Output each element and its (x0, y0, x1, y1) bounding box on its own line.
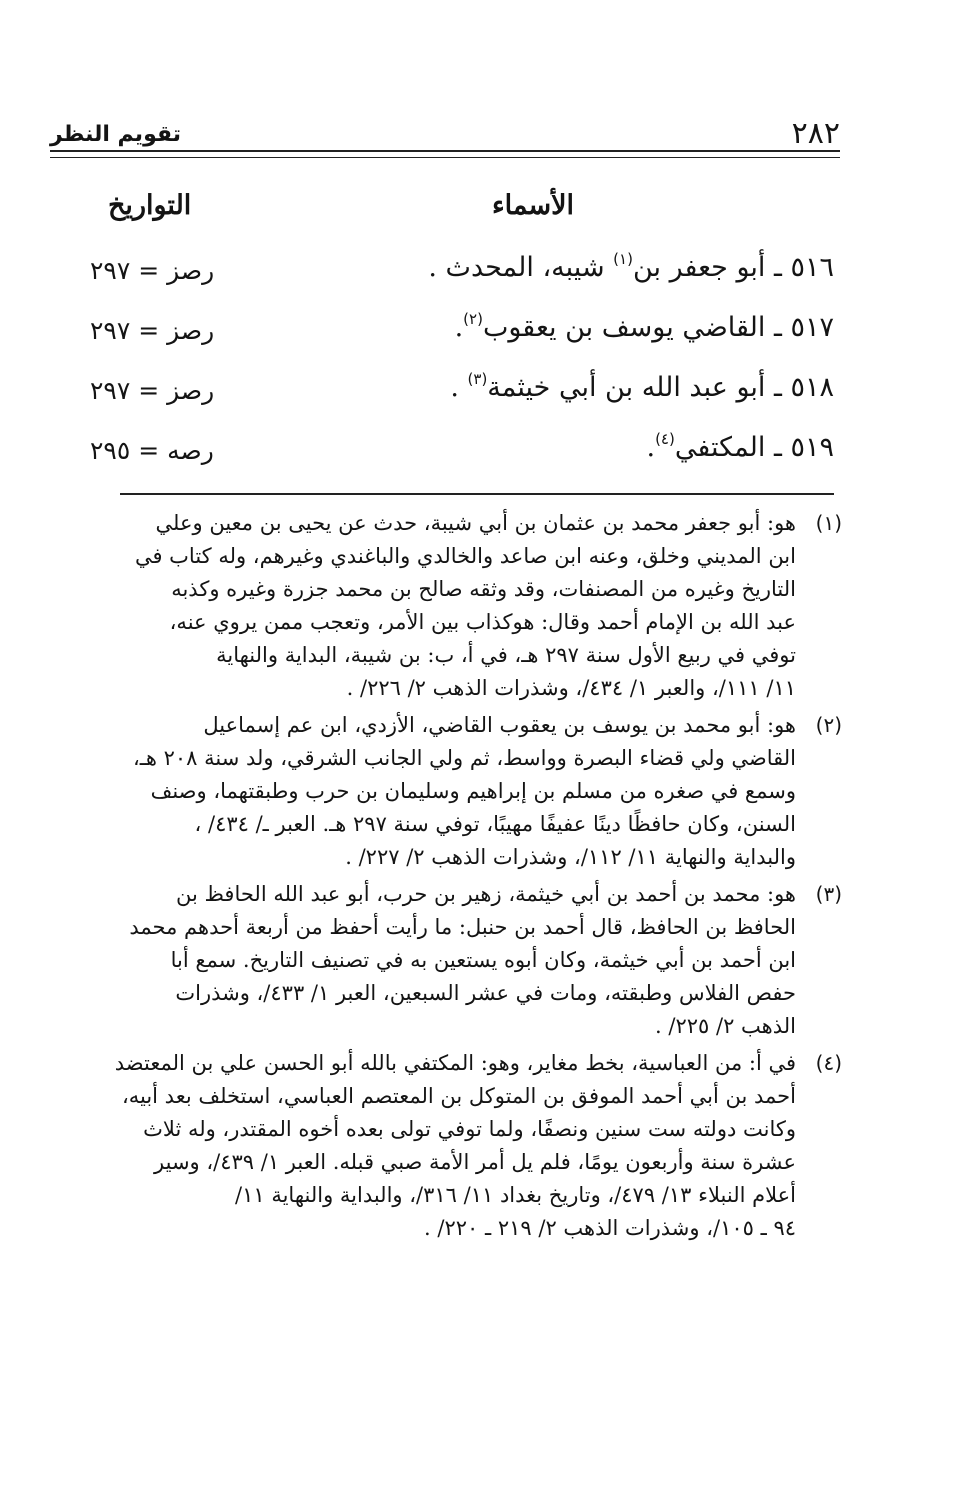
entry-name: القاضي يوسف بن يعقوب (482, 312, 766, 343)
footnote-line: وسمع في صغره من مسلم بن إبراهيم وسليمان بن حرب وطبقتهما، وصنف (150, 779, 796, 803)
entry-date: رصز = ٢٩٧ (90, 376, 215, 405)
footnote-line: وكانت دولته ست سنين ونصفًا، ولما توفي تولى بعده أخوه المقتدر، وله ثلاث (143, 1117, 796, 1141)
footnotes (104, 507, 842, 1249)
footnote-line: القاضي ولي قضاء البصرة وواسط، ثم ولي الجانب الشرقي، ولد سنة ٢٠٨ هـ، (132, 746, 796, 770)
entry-text: ٥١٧ ـ القاضي يوسف بن يعقوب$^{(٢)}$. (454, 310, 834, 343)
footnote-ref: (٣) (467, 370, 488, 388)
footnote-line: هو: محمد بن أحمد بن أبي خيثمة، زهير بن حرب، أبو عبد الله الحافظ بن (175, 882, 796, 906)
page-header (50, 110, 840, 150)
entry-date: رصه = ٢٩٥ (90, 436, 214, 465)
entry-row (90, 370, 834, 430)
footnote-label: (١) (815, 511, 842, 535)
entry-date: رصز = ٢٩٧ (90, 316, 215, 345)
entry-text: ٥١٨ ـ أبو عبد الله بن أبي خيثمة$^{(٣)}$ . (450, 370, 834, 403)
footnote-line: التاريخ وغيره من المصنفات، وقد وثقه صالح بن محمد جزرة وغيره وكذبه (171, 577, 796, 601)
footnote-line: في أ: من العباسية، بخط مغاير، وهو: المكتفي بالله أبو الحسن علي بن المعتضد (114, 1051, 796, 1075)
footnote-ref: (٢) (463, 310, 483, 328)
entry-suffix: . (450, 372, 468, 403)
footnote-line: السنن، وكان حافظًا دينًا عفيفًا مهيبًا، توفي سنة ٢٩٧ هـ. العبر ـ/ ٤٣٤/ ، (194, 812, 796, 836)
entry-suffix: . (454, 312, 464, 343)
footnote-line: توفي في ربيع الأول سنة ٢٩٧ هـ، في أ، ب: بن شيبة، البداية والنهاية (216, 643, 796, 667)
dates-column-heading: التواريخ (108, 190, 192, 221)
footnote-separator (120, 493, 834, 495)
footnote-ref: (٤) (655, 430, 675, 448)
entry-date: رصز = ٢٩٧ (90, 256, 215, 285)
entry-number: ٥١٩ (790, 432, 834, 463)
footnote-line: ٩٤ ـ ١٠٥/، وشذرات الذهب ٢/ ٢١٩ ـ ٢٢٠/ . (424, 1216, 796, 1240)
entry-name: أبو عبد الله بن أبي خيثمة (487, 372, 766, 403)
footnote-line: هو: أبو جعفر محمد بن عثمان بن أبي شيبة، حدث عن يحيى بن معين وعلي (155, 511, 796, 535)
entry-number: ٥١٧ (790, 312, 834, 343)
entry-row (90, 310, 834, 370)
header-rule (50, 150, 840, 158)
entry-row (90, 250, 834, 310)
footnote-1 (104, 507, 842, 705)
entry-text: ٥١٦ ـ أبو جعفر بن$^{(١)}$ شيبه، المحدث . (428, 250, 834, 283)
book-title: تقويم النظر (50, 122, 181, 147)
footnote-line: عبد الله بن الإمام أحمد وقال: هوكذاب بين الأمر، وتعجب ممن يروي عنه، (169, 610, 796, 634)
footnote-line: والبداية والنهاية ١١/ ١١٢/، وشذرات الذهب ٢/ ٢٢٧/ . (345, 845, 796, 869)
footnote-2 (104, 709, 842, 874)
footnote-line: أحمد بن أبي أحمد الموفق بن المتوكل بن المعتصم العباسي، استخلف بعد أبيه، (121, 1084, 796, 1108)
entry-number: ٥١٨ (790, 372, 834, 403)
entry-suffix: . (646, 432, 656, 463)
footnote-label: (٢) (815, 713, 842, 737)
footnote-line: هو: أبو محمد بن يوسف بن يعقوب القاضي، الأزدي، ابن عم إسماعيل (203, 713, 796, 737)
entry-suffix: شيبه، المحدث . (428, 252, 614, 283)
entry-number: ٥١٦ (790, 252, 834, 283)
footnote-line: عشرة سنة وأربعون يومًا، فلم يل أمر الأمة صبي قبله. العبر ١/ ٤٣٩/، وسير (154, 1150, 796, 1174)
entry-name: أبو جعفر بن (632, 252, 766, 283)
footnote-4 (104, 1047, 842, 1245)
footnote-ref: (١) (613, 250, 633, 268)
footnote-line: ١١/ ١١١/، والعبر ١/ ٤٣٤/، وشذرات الذهب ٢/ ٢٢٦/ . (346, 676, 796, 700)
footnote-label: (٣) (815, 882, 842, 906)
footnote-line: الذهب ٢/ ٢٢٥/ . (655, 1014, 796, 1038)
footnote-line: حفص الفلاس وطبقته، ومات في عشر السبعين، العبر ١/ ٤٣٣/، وشذرات (175, 981, 796, 1005)
entry-row (90, 430, 834, 490)
entries-list (90, 250, 834, 490)
footnote-label: (٤) (815, 1051, 842, 1075)
footnote-line: أعلام النبلاء ١٣/ ٤٧٩/، وتاريخ بغداد ١١/ ٣١٦/، والبداية والنهاية ١١/ (235, 1183, 796, 1207)
footnote-line: الحافظ بن الحافظ، قال أحمد بن حنبل: ما رأيت أحفظ من أربعة أحدهم محمد (129, 915, 796, 939)
footnote-line: ابن أحمد بن أبي خيثمة، وكان أبوه يستعين به في تصنيف التاريخ. سمع أبا (170, 948, 796, 972)
names-column-heading: الأسماء (491, 190, 574, 221)
page-number: ٢٨٢ (791, 116, 840, 151)
entry-name: المكتفي (674, 432, 766, 463)
entry-text: ٥١٩ ـ المكتفي$^{(٤)}$. (646, 430, 834, 463)
footnote-line: ابن المديني وخلق، وعنه ابن صاعد والخالدي والباغندي وغيرهم، وله كتاب في (134, 544, 796, 568)
footnote-3 (104, 878, 842, 1043)
